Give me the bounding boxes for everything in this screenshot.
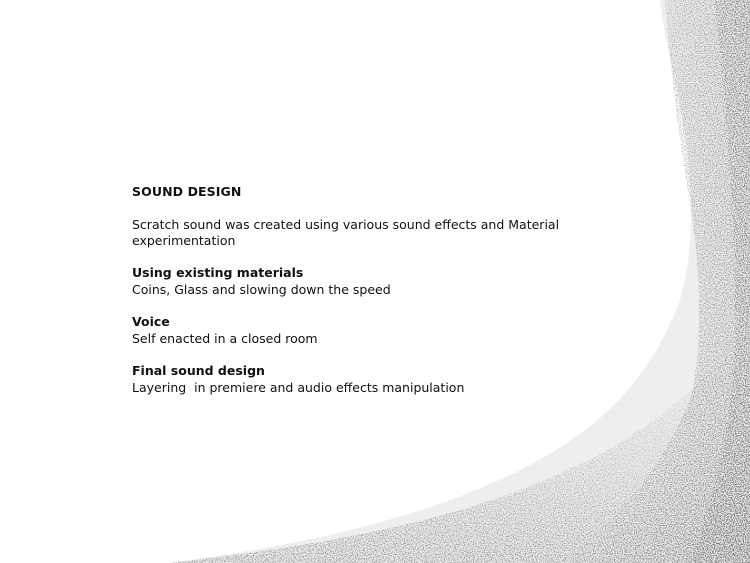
section-voice <box>132 314 572 347</box>
intro-text: Scratch sound was created using various sound effects and Material experimentation <box>132 216 560 248</box>
slide-content <box>132 184 572 396</box>
section-heading: Final sound design <box>132 363 265 379</box>
intro-section <box>132 217 572 250</box>
slide-title: SOUND DESIGN <box>132 184 242 199</box>
section-final-design <box>132 363 572 396</box>
section-materials <box>132 265 572 298</box>
section-text: Coins, Glass and slowing down the speed <box>132 281 391 297</box>
section-text: Layering in premiere and audio effects manipulation <box>132 379 465 395</box>
section-heading: Using existing materials <box>132 265 304 281</box>
section-heading: Voice <box>132 314 170 330</box>
section-text: Self enacted in a closed room <box>132 330 318 346</box>
